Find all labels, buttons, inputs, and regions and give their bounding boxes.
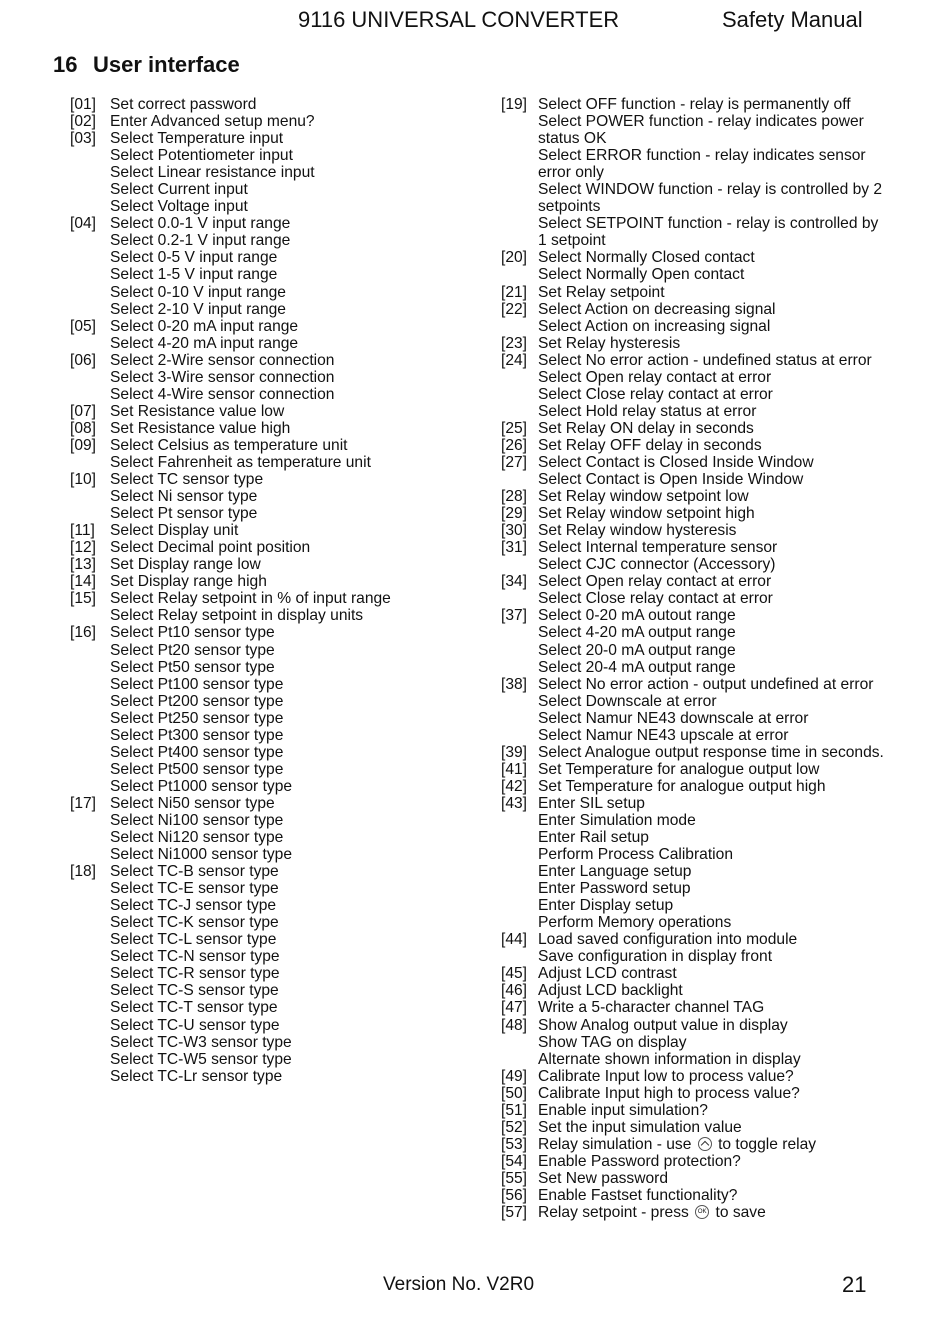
menu-text: Select 4-20 mA input range	[110, 334, 299, 352]
menu-text: Enter Advanced setup menu?	[110, 113, 315, 131]
menu-text: Perform Memory operations	[538, 914, 732, 932]
menu-text: Select 0-20 mA outout range	[538, 607, 736, 625]
menu-code: [01]	[70, 96, 97, 113]
menu-entry	[70, 573, 470, 590]
menu-entry	[70, 96, 470, 113]
menu-text: Select Normally Closed contact	[538, 249, 755, 267]
menu-code: [23]	[501, 334, 528, 352]
menu-entry	[70, 556, 470, 573]
menu-code: [02]	[70, 113, 97, 131]
menu-entry	[70, 624, 470, 794]
menu-text: Enable Fastset functionality?	[538, 1187, 738, 1204]
menu-code: [19]	[501, 96, 528, 113]
menu-text: Set Display range high	[110, 573, 267, 591]
menu-text: Set Relay setpoint	[538, 283, 665, 301]
menu-entry	[501, 505, 921, 522]
menu-text: Calibrate Input low to process value?	[538, 1067, 794, 1085]
section-number: 16	[53, 52, 78, 77]
menu-text: Select Relay setpoint in display units	[110, 607, 364, 625]
menu-text: Select TC-S sensor type	[110, 982, 279, 1000]
menu-code: [24]	[501, 351, 528, 369]
menu-text: Select TC-W3 sensor type	[110, 1033, 292, 1051]
menu-code: [22]	[501, 300, 528, 318]
menu-entry	[501, 744, 921, 761]
menu-text-before: Relay simulation - use	[538, 1135, 692, 1153]
menu-text: Set Resistance value high	[110, 419, 291, 437]
menu-entry	[501, 607, 921, 675]
menu-entry	[501, 676, 921, 744]
menu-text-before: Relay setpoint - press	[538, 1204, 689, 1222]
menu-entry	[501, 352, 921, 420]
menu-text: Select CJC connector (Accessory)	[538, 556, 776, 574]
menu-text: Set Temperature for analogue output high	[538, 777, 826, 795]
menu-code: [34]	[501, 573, 528, 591]
menu-code: [41]	[501, 760, 528, 778]
menu-entry	[70, 130, 470, 215]
menu-code: [15]	[70, 590, 97, 608]
menu-text: Select Pt250 sensor type	[110, 709, 284, 727]
ok-button-icon	[695, 1205, 709, 1219]
menu-text: Select Ni100 sensor type	[110, 811, 284, 829]
menu-text: Select TC-W5 sensor type	[110, 1050, 292, 1068]
menu-text: Enter Simulation mode	[538, 811, 696, 829]
menu-code: [38]	[501, 675, 528, 693]
menu-code: [45]	[501, 965, 528, 983]
menu-entry	[501, 488, 921, 505]
menu-text	[538, 1204, 921, 1221]
menu-text: Select Ni sensor type	[110, 488, 258, 506]
menu-text: Set Relay window setpoint high	[538, 505, 755, 523]
menu-code: [04]	[70, 215, 97, 233]
menu-entry	[501, 1102, 921, 1119]
menu-code: [25]	[501, 419, 528, 437]
menu-text: Select TC-Lr sensor type	[110, 1067, 283, 1085]
menu-text: Select Ni50 sensor type	[110, 794, 275, 812]
menu-list-left	[70, 96, 470, 1085]
menu-entry	[501, 931, 921, 965]
menu-text: Enter Display setup	[538, 897, 674, 915]
menu-text: Enter Language setup	[538, 863, 692, 881]
menu-entry	[501, 999, 921, 1016]
menu-text: Select OFF function - relay is permanently off	[538, 96, 851, 113]
menu-text: Select Decimal point position	[110, 539, 311, 557]
menu-code: [18]	[70, 863, 97, 881]
menu-text: Select TC-J sensor type	[110, 897, 277, 915]
menu-text: Select Contact is Closed Inside Window	[538, 453, 814, 471]
menu-text: Set correct password	[110, 96, 257, 113]
up-arrow-button-icon	[698, 1137, 712, 1151]
menu-entry	[501, 249, 921, 283]
menu-text: Enter Rail setup	[538, 829, 649, 847]
menu-entry	[501, 539, 921, 573]
menu-text: Select Close relay contact at error	[538, 385, 773, 403]
menu-text-after: to toggle relay	[718, 1135, 817, 1153]
menu-code: [42]	[501, 777, 528, 795]
menu-text: Select 2-Wire sensor connection	[110, 351, 335, 369]
menu-code: [51]	[501, 1101, 528, 1119]
menu-text: Select Pt10 sensor type	[110, 624, 275, 642]
menu-code: [39]	[501, 743, 528, 761]
menu-text: Select Open relay contact at error	[538, 368, 772, 386]
menu-text: Select Pt300 sensor type	[110, 726, 284, 744]
menu-text: Select TC-R sensor type	[110, 965, 280, 983]
menu-text: Select SETPOINT function - relay is controlled by 1 setpoint	[538, 215, 879, 250]
menu-text: Adjust LCD contrast	[538, 965, 677, 983]
menu-text: Alternate shown information in display	[538, 1050, 801, 1068]
menu-entry	[501, 1136, 921, 1153]
menu-text: Select Analogue output response time in seconds.	[538, 743, 884, 761]
document-name: Safety Manual	[722, 7, 863, 32]
menu-text: Select 0-5 V input range	[110, 249, 278, 267]
menu-entry	[501, 1153, 921, 1170]
menu-text	[538, 1136, 921, 1153]
menu-code: [12]	[70, 539, 97, 557]
menu-code: [21]	[501, 283, 528, 301]
menu-text: Set Relay OFF delay in seconds	[538, 436, 762, 454]
menu-entry	[501, 1187, 921, 1204]
menu-code: [27]	[501, 453, 528, 471]
menu-code: [49]	[501, 1067, 528, 1085]
menu-code: [43]	[501, 794, 528, 812]
menu-code: [53]	[501, 1135, 528, 1153]
menu-entry	[501, 1170, 921, 1187]
menu-text-after: to save	[715, 1204, 766, 1222]
menu-text: Enable Password protection?	[538, 1152, 741, 1170]
menu-code: [28]	[501, 488, 528, 506]
menu-entry	[501, 96, 921, 249]
menu-text: Select Display unit	[110, 522, 239, 540]
menu-text: Select 2-10 V input range	[110, 300, 286, 318]
menu-code: [46]	[501, 982, 528, 1000]
menu-text: Select No error action - output undefined at error	[538, 675, 874, 693]
menu-code: [56]	[501, 1187, 528, 1204]
menu-text: Enter SIL setup	[538, 794, 645, 812]
menu-text: Set Relay ON delay in seconds	[538, 419, 754, 437]
menu-entry	[501, 1119, 921, 1136]
menu-text: Select Internal temperature sensor	[538, 539, 778, 557]
menu-text: Set New password	[538, 1169, 669, 1187]
menu-entry	[70, 420, 470, 437]
menu-text: Select 1-5 V input range	[110, 266, 278, 284]
menu-text: Select Normally Open contact	[538, 266, 745, 284]
menu-entry	[501, 1017, 921, 1068]
menu-entry	[70, 318, 470, 352]
menu-entry	[70, 590, 470, 624]
menu-entry	[70, 539, 470, 556]
menu-text: Select TC-T sensor type	[110, 999, 278, 1017]
menu-text: Show Analog output value in display	[538, 1016, 788, 1034]
menu-entry	[70, 863, 470, 1085]
menu-text: Write a 5-character channel TAG	[538, 999, 765, 1017]
product-title: 9116 UNIVERSAL CONVERTER	[298, 7, 620, 32]
menu-entry	[501, 301, 921, 335]
menu-text: Select Pt50 sensor type	[110, 658, 275, 676]
menu-text: Select Relay setpoint in % of input range	[110, 590, 391, 608]
menu-text: Select 3-Wire sensor connection	[110, 368, 335, 386]
menu-text: Set Relay window setpoint low	[538, 488, 749, 506]
menu-text: Select Namur NE43 downscale at error	[538, 709, 809, 727]
menu-entry	[70, 471, 470, 522]
menu-code: [07]	[70, 402, 97, 420]
menu-text: Select 20-0 mA output range	[538, 641, 736, 659]
menu-text: Select 0-10 V input range	[110, 283, 286, 301]
menu-text: Calibrate Input high to process value?	[538, 1084, 800, 1102]
menu-text: Select ERROR function - relay indicates sensor error only	[538, 147, 866, 182]
menu-text: Select TC-N sensor type	[110, 948, 280, 966]
menu-text: Save configuration in display front	[538, 948, 773, 966]
menu-code: [50]	[501, 1084, 528, 1102]
menu-code: [29]	[501, 505, 528, 523]
menu-code: [52]	[501, 1118, 528, 1136]
menu-code: [31]	[501, 539, 528, 557]
menu-text: Select Contact is Open Inside Window	[538, 471, 804, 489]
menu-code: [47]	[501, 999, 528, 1017]
menu-code: [03]	[70, 130, 97, 148]
menu-text: Select Ni120 sensor type	[110, 829, 284, 847]
menu-entry	[501, 573, 921, 607]
menu-entry	[70, 403, 470, 420]
menu-text: Adjust LCD backlight	[538, 982, 683, 1000]
menu-code: [26]	[501, 436, 528, 454]
menu-text: Select 20-4 mA output range	[538, 658, 736, 676]
menu-entry	[501, 522, 921, 539]
page-number: 21	[842, 1272, 867, 1297]
menu-text: Select Close relay contact at error	[538, 590, 773, 608]
menu-text: Select Action on increasing signal	[538, 317, 771, 335]
menu-entry	[501, 761, 921, 778]
menu-code: [08]	[70, 419, 97, 437]
menu-entry	[501, 1204, 921, 1221]
menu-text: Select TC-E sensor type	[110, 880, 279, 898]
menu-entry	[70, 437, 470, 471]
menu-text: Select 0.0-1 V input range	[110, 215, 291, 233]
menu-code: [44]	[501, 931, 528, 949]
menu-code: [14]	[70, 573, 97, 591]
menu-text: Select Pt200 sensor type	[110, 692, 284, 710]
menu-entry	[501, 1068, 921, 1085]
menu-text: Select Hold relay status at error	[538, 402, 757, 420]
menu-code: [06]	[70, 351, 97, 369]
menu-entry	[70, 113, 470, 130]
menu-text: Select Namur NE43 upscale at error	[538, 726, 789, 744]
menu-entry	[501, 795, 921, 931]
menu-text: Select No error action - undefined status at error	[538, 351, 872, 369]
menu-text: Select TC-L sensor type	[110, 931, 277, 949]
version-number: Version No. V2R0	[383, 1274, 535, 1295]
menu-text: Select Pt400 sensor type	[110, 743, 284, 761]
menu-text: Select 4-Wire sensor connection	[110, 385, 335, 403]
menu-text: Select Current input	[110, 181, 248, 199]
menu-entry	[501, 335, 921, 352]
menu-text: Show TAG on display	[538, 1033, 687, 1051]
menu-code: [57]	[501, 1204, 528, 1222]
menu-entry	[70, 215, 470, 317]
menu-entry	[501, 284, 921, 301]
menu-text: Perform Process Calibration	[538, 846, 733, 864]
menu-entry	[501, 778, 921, 795]
menu-entry	[70, 795, 470, 863]
menu-text: Select Ni1000 sensor type	[110, 846, 293, 864]
menu-text: Set Relay window hysteresis	[538, 522, 737, 540]
menu-text: Set the input simulation value	[538, 1118, 742, 1136]
menu-text: Select Downscale at error	[538, 692, 717, 710]
menu-text: Select Pt500 sensor type	[110, 760, 284, 778]
menu-text: Select Pt sensor type	[110, 505, 258, 523]
menu-text: Load saved configuration into module	[538, 931, 798, 949]
menu-text: Select Voltage input	[110, 198, 248, 216]
menu-text: Select POWER function - relay indicates power status OK	[538, 113, 864, 148]
menu-text: Select 4-20 mA output range	[538, 624, 736, 642]
menu-text: Select TC-U sensor type	[110, 1016, 280, 1034]
menu-text: Select Fahrenheit as temperature unit	[110, 453, 371, 471]
menu-code: [37]	[501, 607, 528, 625]
menu-text: Select Pt100 sensor type	[110, 675, 284, 693]
menu-code: [05]	[70, 317, 97, 335]
menu-code: [16]	[70, 624, 97, 642]
menu-text: Select Open relay contact at error	[538, 573, 772, 591]
menu-text: Select WINDOW function - relay is controlled by 2 setpoints	[538, 181, 883, 216]
menu-text: Select Linear resistance input	[110, 164, 315, 182]
menu-text: Select Pt1000 sensor type	[110, 777, 293, 795]
menu-code: [55]	[501, 1169, 528, 1187]
menu-entry	[501, 454, 921, 488]
menu-code: [09]	[70, 436, 97, 454]
menu-text: Select TC-B sensor type	[110, 863, 279, 881]
menu-text: Enable input simulation?	[538, 1101, 708, 1119]
menu-code: [54]	[501, 1152, 528, 1170]
section-heading	[53, 51, 240, 79]
menu-code: [48]	[501, 1016, 528, 1034]
menu-text: Select TC sensor type	[110, 471, 264, 489]
menu-text: Select 0.2-1 V input range	[110, 232, 291, 250]
menu-list-right	[501, 96, 921, 1221]
menu-code: [10]	[70, 471, 97, 489]
menu-text: Set Temperature for analogue output low	[538, 760, 820, 778]
menu-entry	[70, 352, 470, 403]
menu-code: [13]	[70, 556, 97, 574]
menu-text: Select Action on decreasing signal	[538, 300, 776, 318]
menu-entry	[501, 420, 921, 437]
menu-text: Enter Password setup	[538, 880, 691, 898]
menu-text: Select TC-K sensor type	[110, 914, 279, 932]
menu-text: Select Temperature input	[110, 130, 284, 148]
menu-text: Select Potentiometer input	[110, 147, 293, 165]
menu-code: [11]	[70, 522, 95, 540]
menu-text: Select Celsius as temperature unit	[110, 436, 348, 454]
menu-entry	[501, 982, 921, 999]
menu-code: [20]	[501, 249, 528, 267]
menu-code: [30]	[501, 522, 528, 540]
menu-entry	[70, 522, 470, 539]
menu-entry	[501, 965, 921, 982]
menu-entry	[501, 1085, 921, 1102]
menu-text: Select 0-20 mA input range	[110, 317, 299, 335]
menu-text: Select Pt20 sensor type	[110, 641, 275, 659]
menu-entry	[501, 437, 921, 454]
menu-text: Set Display range low	[110, 556, 261, 574]
section-title: User interface	[93, 52, 240, 77]
menu-text: Set Resistance value low	[110, 402, 285, 420]
menu-code: [17]	[70, 794, 97, 812]
menu-text: Set Relay hysteresis	[538, 334, 681, 352]
